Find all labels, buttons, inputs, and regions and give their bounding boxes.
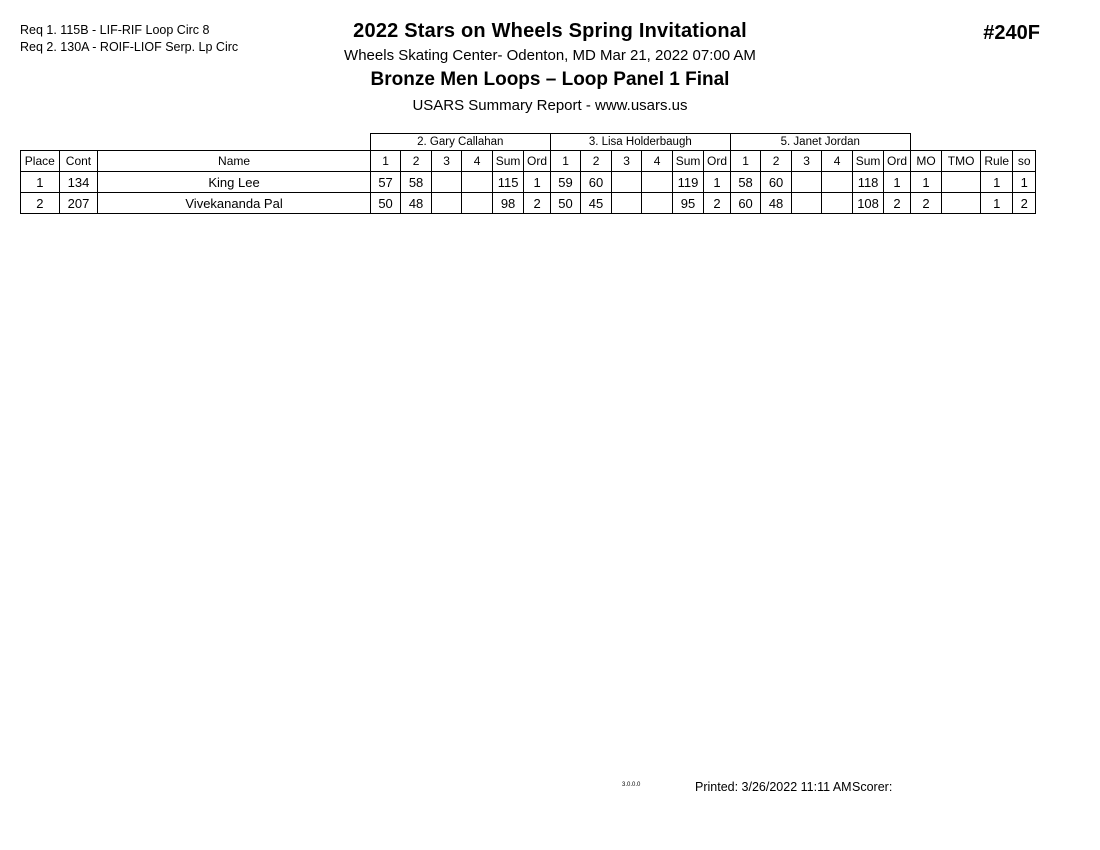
cell-j2-mark-2: 45 bbox=[581, 193, 612, 214]
cell-j2-mark-4 bbox=[642, 172, 673, 193]
cell-j1-mark-4 bbox=[462, 193, 493, 214]
column-header-row bbox=[21, 151, 1036, 172]
header-j1-ord: Ord bbox=[524, 151, 550, 172]
cell-j1-mark-1: 57 bbox=[370, 172, 401, 193]
requirement-line-1: Req 1. 115B - LIF-RIF Loop Circ 8 bbox=[20, 23, 210, 37]
event-number: #240F bbox=[983, 22, 1040, 44]
cell-tmo bbox=[942, 193, 981, 214]
header-j3-mark-3: 3 bbox=[791, 151, 822, 172]
version-code: 3.0.0.0 bbox=[622, 782, 641, 788]
title-block bbox=[0, 20, 1100, 114]
table-row bbox=[21, 172, 1036, 193]
cell-j3-mark-1: 58 bbox=[730, 172, 761, 193]
cell-j3-mark-3 bbox=[791, 172, 822, 193]
cell-j2-mark-1: 50 bbox=[550, 193, 581, 214]
cell-j1-ord: 2 bbox=[524, 193, 550, 214]
header-j3-ord: Ord bbox=[884, 151, 910, 172]
cell-so: 2 bbox=[1013, 193, 1036, 214]
cell-j3-sum: 108 bbox=[852, 193, 884, 214]
spacer bbox=[21, 134, 60, 151]
spacer bbox=[980, 134, 1013, 151]
cell-mo: 1 bbox=[910, 172, 942, 193]
cell-j3-sum: 118 bbox=[852, 172, 884, 193]
cell-name: Vivekananda Pal bbox=[98, 193, 371, 214]
header-name: Name bbox=[98, 151, 371, 172]
header-j3-sum: Sum bbox=[852, 151, 884, 172]
spacer bbox=[1013, 134, 1036, 151]
cell-j3-ord: 1 bbox=[884, 172, 910, 193]
header-j2-mark-4: 4 bbox=[642, 151, 673, 172]
requirement-line-2: Req 2. 130A - ROIF-LIOF Serp. Lp Circ bbox=[20, 40, 239, 54]
judge-banner-row bbox=[21, 134, 1036, 151]
header-j3-mark-2: 2 bbox=[761, 151, 792, 172]
cell-mo: 2 bbox=[910, 193, 942, 214]
header-j2-sum: Sum bbox=[672, 151, 704, 172]
header-j1-sum: Sum bbox=[492, 151, 524, 172]
cell-j2-mark-3 bbox=[611, 193, 642, 214]
spacer bbox=[942, 134, 981, 151]
cell-j1-mark-4 bbox=[462, 172, 493, 193]
cell-place: 1 bbox=[21, 172, 60, 193]
cell-j2-sum: 119 bbox=[672, 172, 704, 193]
header-j3-mark-1: 1 bbox=[730, 151, 761, 172]
cell-j3-mark-4 bbox=[822, 193, 853, 214]
cell-place: 2 bbox=[21, 193, 60, 214]
cell-j2-ord: 2 bbox=[704, 193, 731, 214]
cell-j3-mark-3 bbox=[791, 193, 822, 214]
scorer-label: Scorer: bbox=[852, 780, 893, 794]
cell-j1-mark-1: 50 bbox=[370, 193, 401, 214]
competition-title: 2022 Stars on Wheels Spring Invitational bbox=[353, 20, 747, 42]
judge-label-3: 5. Janet Jordan bbox=[730, 134, 910, 151]
cell-j1-mark-2: 58 bbox=[401, 172, 432, 193]
cell-j1-mark-2: 48 bbox=[401, 193, 432, 214]
event-title: Bronze Men Loops – Loop Panel 1 Final bbox=[370, 69, 730, 90]
judge-label-2: 3. Lisa Holderbaugh bbox=[550, 134, 730, 151]
cell-j2-mark-4 bbox=[642, 193, 673, 214]
cell-so: 1 bbox=[1013, 172, 1036, 193]
cell-cont: 207 bbox=[59, 193, 98, 214]
spacer bbox=[98, 134, 371, 151]
results-sheet bbox=[20, 133, 1036, 214]
cell-j3-mark-1: 60 bbox=[730, 193, 761, 214]
cell-j1-sum: 98 bbox=[492, 193, 524, 214]
header-j1-mark-3: 3 bbox=[431, 151, 462, 172]
cell-j1-mark-3 bbox=[431, 172, 462, 193]
header-cont: Cont bbox=[59, 151, 98, 172]
table-row bbox=[21, 193, 1036, 214]
header-rule: Rule bbox=[980, 151, 1013, 172]
cell-rule: 1 bbox=[980, 193, 1013, 214]
header-j1-mark-1: 1 bbox=[370, 151, 401, 172]
header-mo: MO bbox=[910, 151, 942, 172]
header-j2-mark-1: 1 bbox=[550, 151, 581, 172]
cell-tmo bbox=[942, 172, 981, 193]
header-place: Place bbox=[21, 151, 60, 172]
cell-j1-sum: 115 bbox=[492, 172, 524, 193]
header-j2-mark-3: 3 bbox=[611, 151, 642, 172]
printed-timestamp: Printed: 3/26/2022 11:11 AM bbox=[695, 780, 852, 794]
cell-j2-sum: 95 bbox=[672, 193, 704, 214]
venue-line: Wheels Skating Center- Odenton, MD Mar 21, 2022 07:00 AM bbox=[344, 47, 756, 64]
header-j1-mark-2: 2 bbox=[401, 151, 432, 172]
cell-j3-mark-2: 60 bbox=[761, 172, 792, 193]
header-j2-mark-2: 2 bbox=[581, 151, 612, 172]
cell-j3-mark-4 bbox=[822, 172, 853, 193]
spacer bbox=[910, 134, 942, 151]
cell-rule: 1 bbox=[980, 172, 1013, 193]
judge-label-1: 2. Gary Callahan bbox=[370, 134, 550, 151]
header-j1-mark-4: 4 bbox=[462, 151, 493, 172]
header-so: so bbox=[1013, 151, 1036, 172]
cell-j1-ord: 1 bbox=[524, 172, 550, 193]
results-table bbox=[20, 133, 1036, 214]
cell-j2-mark-2: 60 bbox=[581, 172, 612, 193]
header-j2-ord: Ord bbox=[704, 151, 731, 172]
cell-j2-mark-3 bbox=[611, 172, 642, 193]
spacer bbox=[59, 134, 98, 151]
header-j3-mark-4: 4 bbox=[822, 151, 853, 172]
header-tmo: TMO bbox=[942, 151, 981, 172]
cell-j1-mark-3 bbox=[431, 193, 462, 214]
cell-j2-ord: 1 bbox=[704, 172, 731, 193]
cell-cont: 134 bbox=[59, 172, 98, 193]
cell-j2-mark-1: 59 bbox=[550, 172, 581, 193]
report-subtitle: USARS Summary Report - www.usars.us bbox=[412, 97, 688, 114]
cell-j3-ord: 2 bbox=[884, 193, 910, 214]
cell-j3-mark-2: 48 bbox=[761, 193, 792, 214]
cell-name: King Lee bbox=[98, 172, 371, 193]
